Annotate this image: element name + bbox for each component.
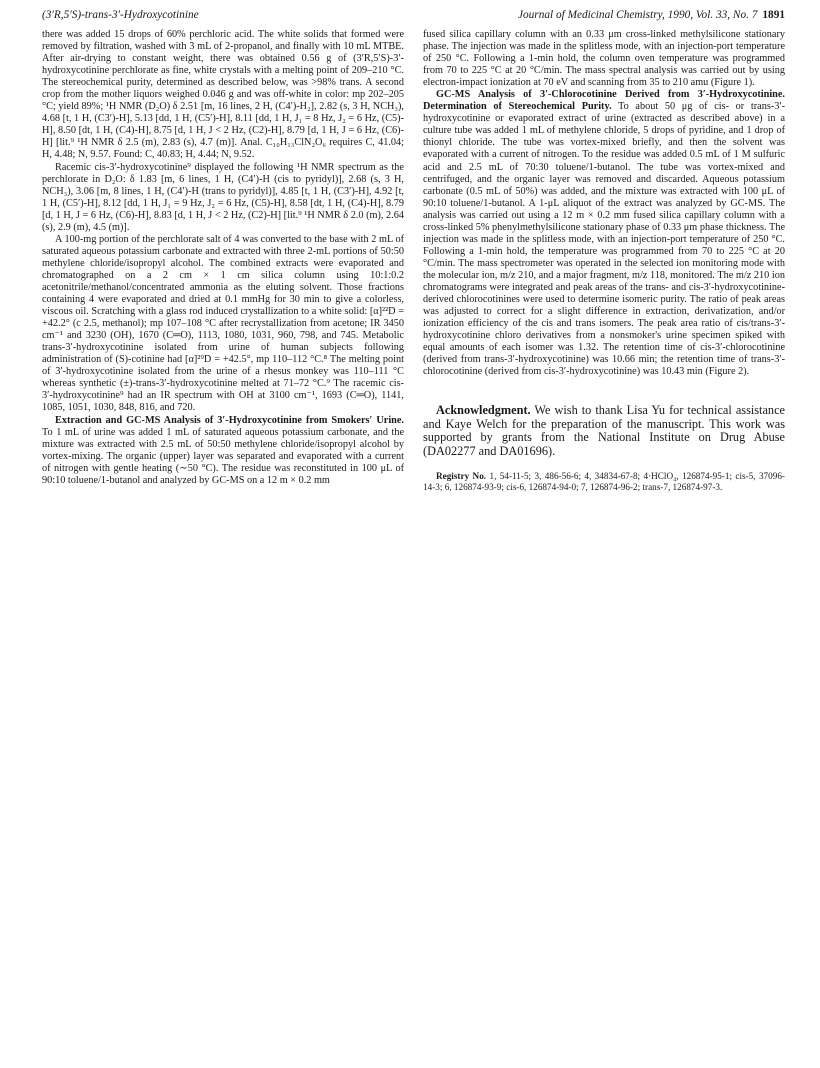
paragraph-column-continued: fused silica capillary column with an 0.33 μm cross-linked methylsilicone stationary phase. The injection was made in the splitless mode, with an injection-port temperature of 250 °C. Following a 1-min hold, the column oven temperature was programmed from 70 to 225 °C at 20 °C/min. The mass spectral analysis was carried out by using electron-impact ionization at 70 eV and scanning from 35 to 210 amu (Figure 1). bbox=[423, 29, 785, 89]
paragraph-chlorocotinine bbox=[423, 89, 785, 378]
page-number: 1891 bbox=[762, 9, 785, 21]
running-title: (3′R,5′S)-trans-3′-Hydroxycotinine bbox=[42, 9, 199, 21]
paragraph-cis-nmr: Racemic cis-3′-hydroxycotinine⁹ displayed the following ¹H NMR spectrum as the perchlorate in D₂O: δ 1.83 [m, 6 lines, 1 H, (C4′)-H (cis to pyridyl)], 2.68 (s, 3 H, NCH₃), 3.06 [m, 8 lines, 1 H, (C4′)-H (trans to pyridyl)], 4.85 [t, 1 H, (C3′)-H], 4.92 [t, 1 H, (C5′)-H], 8.12 [dd, 1 H, J₁ = 9 Hz, J₂ = 6 Hz, (C5)-H], 8.58 [dt, 1 H, (C4)-H], 8.79 [d, 1 H, J = 6 Hz, (C6)-H], 8.83 [d, 1 H, J < 2 Hz, (C2)-H] [lit.⁹ ¹H NMR δ 2.0 (m), 2.64 (s), 2.9 (m), 4.5 (m)]. bbox=[42, 161, 404, 233]
right-column bbox=[423, 29, 785, 493]
paragraph-continued: there was added 15 drops of 60% perchloric acid. The white solids that formed were removed by filtration, washed with 3 mL of 2-propanol, and finally with 10 mL MTBE. After air-drying to constant weight, there was obtained 0.56 g of (3′R,5′S)-3′-hydroxycotinine perchlorate as fine, white crystals with a melting point of 209–210 °C. The stereochemical purity, determined as described below, was >98% trans. A second crop from the mother liquors weighed 0.046 g and was off-white in color: mp 202–205 °C; yield 89%; ¹H NMR (D₂O) δ 2.51 [m, 16 lines, 2 H, (C4′)-H₂], 2.82 (s, 3 H, NCH₃), 4.68 [t, 1 H, (C3′)-H], 5.13 [dd, 1 H, (C5′)-H], 8.11 [dd, 1 H, J₁ = 8 Hz, J₂ = 6 Hz, (C5)-H], 8.50 [dt, 1 H, (C4)-H], 8.75 [d, 1 H, J < 2 Hz, (C2)-H], 8.79 [d, 1 H, J = 6 Hz, (C6)-H] [lit.⁹ ¹H NMR δ 2.5 (m), 2.83 (s), 4.7 (m)]. Anal. C₁₀H₁₃ClN₂O₆ requires C, 41.04; H, 4.48; N, 9.57. Found: C, 40.83; H, 4.44; N, 9.52. bbox=[42, 29, 404, 161]
paragraph-extraction-body: To 1 mL of urine was added 1 mL of saturated aqueous potassium carbonate, and the mixture was extracted with 2.5 mL of 50:50 methylene chloride/isopropyl alcohol by vortex-mixing. The organic (upper) layer was separated and evaporated with a current of nitrogen with gentle heating (∼50 °C). The residue was reconstituted in 100 μL of 90:10 toluene/1-butanol and analyzed by GC-MS on a 12 m × 0.2 mm bbox=[42, 426, 404, 486]
journal-name: Journal of Medicinal Chemistry, 1990, Vol. 33, No. 7 bbox=[517, 9, 758, 21]
section-heading-chlorocotinine: GC-MS Analysis of 3′-Chlorocotinine Derived from 3′-Hydroxycotinine. Determination of Stereochemical Purity. bbox=[423, 89, 785, 113]
registry-body: 1, 54-11-5; 3, 486-56-6; 4, 34834-67-8; 4·HClO₄, 126874-95-1; cis-5, 37096-14-3; 6, 126874-93-9; cis-6, 126874-94-0; 7, 126874-96-2; trans-7, 126874-97-3. bbox=[423, 470, 785, 492]
registry-heading: Registry No. bbox=[436, 470, 487, 481]
left-column bbox=[42, 29, 404, 487]
paragraph-extraction bbox=[42, 415, 404, 487]
journal-citation bbox=[518, 9, 785, 21]
paragraph-base-conversion: A 100-mg portion of the perchlorate salt of 4 was converted to the base with 2 mL of saturated aqueous potassium carbonate and extracted with three 2-mL portions of 50:50 methylene chloride/isopropyl alcohol. The combined extracts were evaporated and chromatographed on a 2 cm × 1 cm silica column using 10:1:0.2 acetonitrile/methanol/concentrated ammonia as the eluting solvent. Those fractions containing 4 were evaporated and dried at 0.1 mmHg for 30 min to give a colorless, viscous oil. Scratching with a glass rod induced crystallization to a white solid: [α]²²D = +42.2° (c 2.5, methanol); mp 107–108 °C after recrystallization from acetone; IR 3450 cm⁻¹ and 3230 (OH), 1670 (C═O), 1113, 1080, 1031, 960, 798, and 745. Metabolic trans-3′-hydroxycotinine isolated from urine of human subjects following administration of (S)-cotinine had [α]²⁹D = +42.5°, mp 110–112 °C.⁸ The melting point of 3′-hydroxycotinine isolated from the urine of a rhesus monkey was 110–111 °C whereas synthetic (±)-trans-3′-hydroxycotinine melted at 71–72 °C.⁹ The racemic cis-3′-hydroxycotinine⁹ had an IR spectrum with OH at 3100 cm⁻¹, 1693 (C═O), 1141, 1085, 1051, 1030, 848, 816, and 720. bbox=[42, 233, 404, 414]
section-heading-extraction: Extraction and GC-MS Analysis of 3′-Hydroxycotinine from Smokers′ Urine. bbox=[55, 414, 404, 426]
registry-numbers bbox=[423, 471, 785, 493]
acknowledgment-body: We wish to thank Lisa Yu for technical assistance and Kaye Welch for the preparation of the manuscript. This work was supported by grants from the National Institute on Drug Abuse (DA02277 and DA01696). bbox=[423, 403, 785, 458]
paragraph-chlorocotinine-body: To about 50 μg of cis- or trans-3′-hydroxycotinine or evaporated extract of urine (extracted as described above) in a culture tube was added 1 mL of methylene chloride, 5 drops of pyridine, and 1 drop of thionyl chloride. The tube was vortex-mixed briefly, and then the solvent was evaporated with a current of nitrogen. To the residue was added 0.5 mL of 1 M sulfuric acid and 2.5 mL of 70:30 toluene/1-butanol. The tube was vortex-mixed and centrifuged, and the organic layer was removed and discarded. Aqueous potassium carbonate (0.5 mL of 50%) was added, and the mixture was extracted with 100 μL of 90:10 toluene/1-butanol. A 1-μL aliquot of the extract was analyzed by GC-MS. The analysis was carried out using a 12 m × 0.2 mm fused silica capillary column with a cross-linked 5% phenylmethylsilicone stationary phase of 0.33 μm phase thickness. The injection was made in the splitless mode, with an injection-port temperature of 250 °C. Following a 1-min hold, the temperature was programmed from 70 to 225 °C at 20 °C/min. The mass spectrometer was operated in the selected ion monitoring mode with the molecular ion, m/z 210, and a major fragment, m/z 118, monitored. The m/z 210 ion chromatograms were integrated and peak areas of the trans- and cis-3′-hydroxycotinine-derived chlorocotinines were used to determine isomeric purity. The ratio of peak areas was adjusted to correct for a slight difference in extraction, derivatization, and/or ionization efficiency of the cis and trans isomers. The peak area ratio of cis/trans-3′-hydroxycotinine chloro derivatives from a nonsmoker's urine specimen spiked with equal amounts of each isomer was 1.32. The retention time of cis-3′-chlorocotinine (derived from trans-3′-hydroxycotinine) was 10.66 min; the retention time of trans-3′-chlorocotinine (derived from cis-3′-hydroxycotinine) was 10.43 min (Figure 2). bbox=[423, 101, 785, 378]
acknowledgment-heading: Acknowledgment. bbox=[436, 403, 531, 418]
acknowledgment bbox=[423, 404, 785, 458]
running-header bbox=[42, 9, 785, 25]
